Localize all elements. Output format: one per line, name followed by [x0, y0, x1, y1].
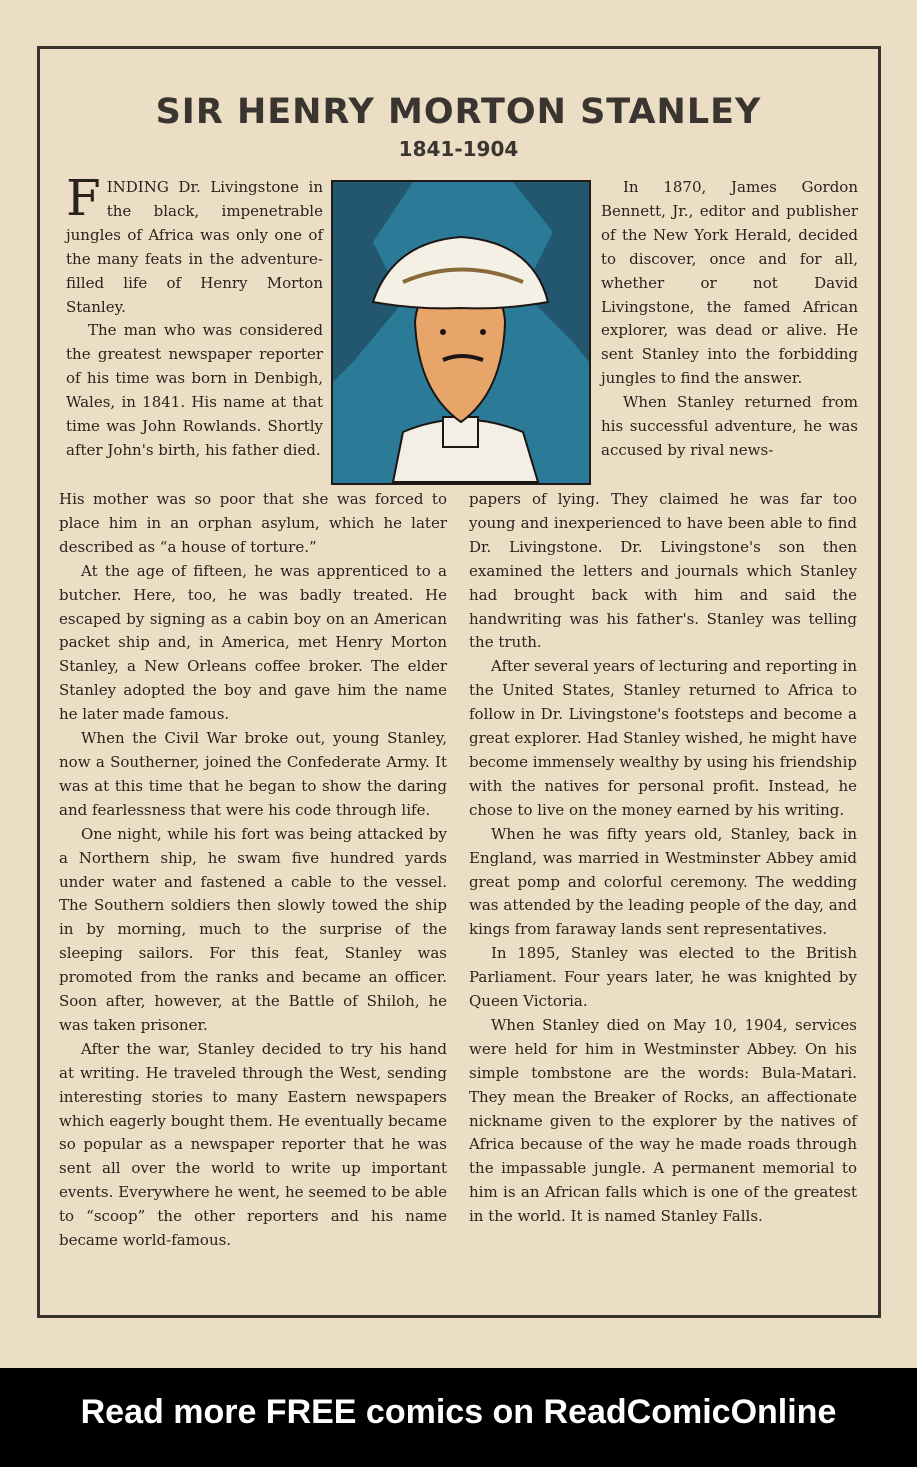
column-1-top	[66, 169, 323, 463]
article-years: 1841-1904	[398, 137, 519, 161]
column-1-bottom	[59, 488, 447, 1253]
article-title: SIR HENRY MORTON STANLEY	[155, 92, 762, 132]
paragraph: When Stanley died on May 10, 1904, services were held for him in Westminster Abbey. On his simple tombstone are the words: Bula-Matari. They mean the Breaker of Rocks, an affectionate nickname given to the explorer by the natives of Africa because of the way he made roads through the impassable jungle. A permanent memorial to him is an African falls which is one of the greatest in the world. It is named Stanley Falls.	[469, 1015, 857, 1226]
paragraph: In 1895, Stanley was elected to the British Parliament. Four years later, he was knighted by Queen Victoria.	[469, 944, 857, 1011]
paragraph: After the war, Stanley decided to try his hand at writing. He traveled through the West, sending interesting stories to many Eastern newspapers which eagerly bought them. He eventually became so popular as a newspaper reporter that he was sent all over the world to write up important events. Everywhere he went, he seemed to be able to “scoop” the other reporters and his name became world-famous.	[59, 1039, 447, 1250]
paragraph: When Stanley returned from his successful adventure, he was accused by rival news-	[601, 393, 858, 459]
paragraph: One night, while his fort was being attacked by a Northern ship, he swam five hundred yards under water and fastened a cable to the vessel. The Southern soldiers then slowly towed the ship in by morning, much to the surprise of the sleeping sailors. For this feat, Stanley was promoted from the ranks and became an officer. Soon after, however, at the Battle of Shiloh, he was taken prisoner.	[59, 824, 447, 1034]
paragraph: When the Civil War broke out, young Stanley, now a Southerner, joined the Confederate Army. It was at this time that he began to show the daring and fearlessness that were his code through life.	[59, 729, 447, 819]
paragraph: papers of lying. They claimed he was far too young and inexperienced to have been able to find Dr. Livingstone. Dr. Livingstone's son then examined the letters and journals which Stanley had brought back with him and said the handwriting was his father's. Stanley was telling the truth.	[469, 490, 857, 652]
promo-banner-link[interactable]: Read more FREE comics on ReadComicOnline	[80, 1393, 837, 1431]
paragraph: At the age of fifteen, he was apprenticed to a butcher. Here, too, he was badly treated. He escaped by signing as a cabin boy on an American packet ship and, in America, met Henry Morton Stanley, a New Orleans coffee broker. The elder Stanley adopted the boy and gave him the name he later made famous.	[59, 561, 447, 724]
stanley-portrait	[331, 180, 591, 485]
portrait-illustration	[333, 182, 589, 483]
paragraph: FINDING Dr. Livingstone in the black, impenetrable jungles of Africa was only one of the many feats in the adventure-filled life of Henry Morton Stanley.	[66, 169, 323, 316]
paragraph: After several years of lecturing and reporting in the United States, Stanley returned to Africa to follow in Dr. Livingstone's footsteps and become a great explorer. Had Stanley wished, he might have become immensely wealthy by using his friendship with the natives for personal profit. Instead, he chose to live on the money earned by his writing.	[469, 657, 857, 819]
column-3-top	[601, 176, 858, 463]
paragraph: In 1870, James Gordon Bennett, Jr., editor and publisher of the New York Herald, decided to discover, once and for all, whether or not David Livingstone, the famed African explorer, was dead or alive. He sent Stanley into the forbidding jungles to find the answer.	[601, 178, 858, 388]
paragraph: His mother was so poor that she was forced to place him in an orphan asylum, which he later described as “a house of torture.”	[59, 490, 447, 556]
column-2-bottom	[469, 488, 857, 1229]
paragraph: When he was fifty years old, Stanley, back in England, was married in Westminster Abbey amid great pomp and colorful ceremony. The wedding was attended by the leading people of the day, and kings from faraway lands sent representatives.	[469, 824, 857, 939]
drop-cap: F	[66, 169, 101, 227]
paragraph: The man who was considered the greatest newspaper reporter of his time was born in Denbigh, Wales, in 1841. His name at that time was John Rowlands. Shortly after John's birth, his father died.	[66, 321, 323, 459]
